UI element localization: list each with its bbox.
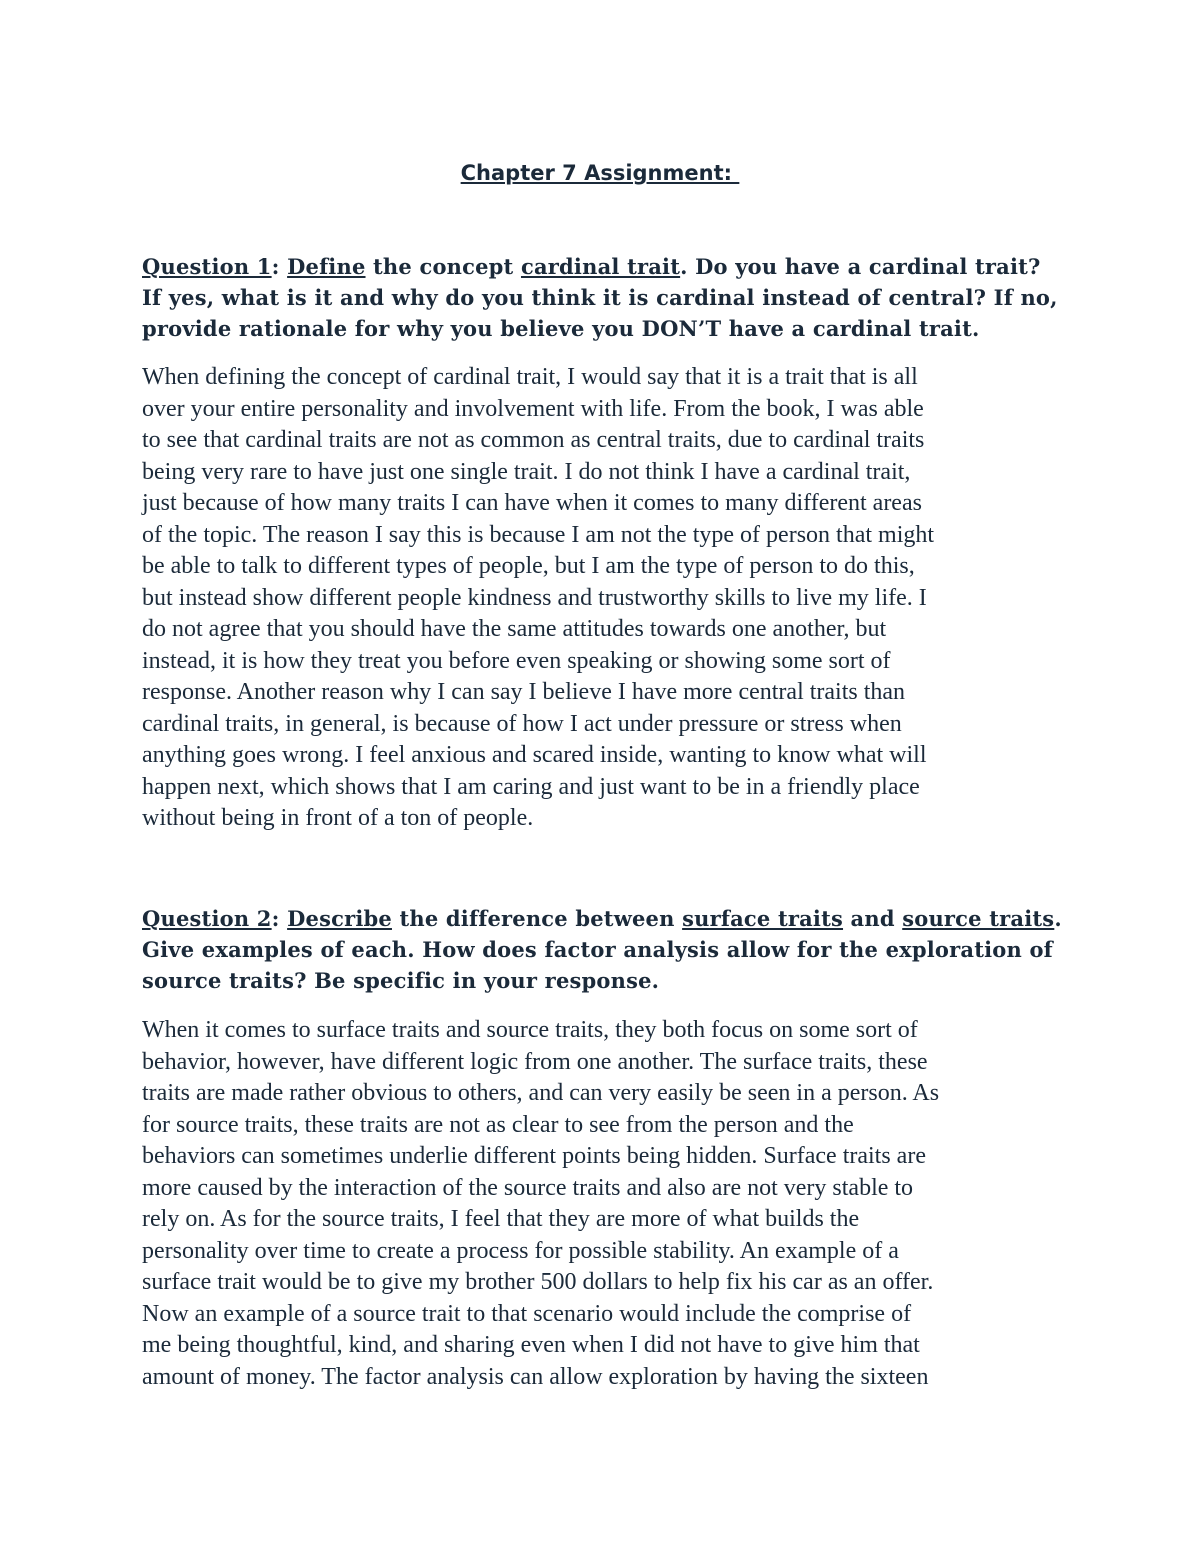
answer-line: rely on. As for the source traits, I feel that they are more of what builds the [142, 1206, 860, 1232]
answer-line: for source traits, these traits are not as clear to see from the person and the [142, 1111, 854, 1138]
answer-line: personality over time to create a process for possible stability. An example of a [142, 1237, 899, 1264]
question-1-term-cardinal-trait: cardinal trait [520, 254, 681, 279]
question-2-text-and: and [843, 906, 903, 931]
answer-line: to see that cardinal traits are not as common as central traits, due to cardinal traits [142, 427, 925, 453]
question-1-verb: Define [287, 254, 366, 279]
answer-line: anything goes wrong. I feel anxious and scared inside, wanting to know what will [142, 742, 927, 768]
answer-line: surface trait would be to give my brother 500 dollars to help fix his car as an offer. [142, 1269, 934, 1295]
answer-line: behavior, however, have different logic from one another. The surface traits, these [142, 1048, 928, 1075]
question-1-text-mid: the concept [365, 254, 521, 279]
answer-line: more caused by the interaction of the source traits and also are not very stable to [142, 1174, 914, 1201]
answer-line: be able to talk to different types of people, but I am the type of person to do this, [142, 553, 915, 579]
question-2-prompt [142, 903, 1067, 996]
question-1-answer [142, 362, 1067, 835]
answer-line: being very rare to have just one single trait. I do not think I have a cardinal trait, [142, 458, 911, 485]
question-1-label: Question 1 [142, 254, 272, 279]
question-1-colon: : [271, 254, 288, 279]
answer-line: me being thoughtful, kind, and sharing even when I did not have to give him that [142, 1332, 920, 1358]
answer-line: amount of money. The factor analysis can allow exploration by having the sixteen [142, 1363, 929, 1390]
question-2-colon: : [271, 906, 288, 931]
question-2-text-mid: the difference between [391, 906, 683, 931]
answer-line: When it comes to surface traits and source traits, they both focus on some sort of [142, 1017, 918, 1043]
answer-line: over your entire personality and involvement with life. From the book, I was able [142, 395, 924, 422]
answer-line: do not agree that you should have the same attitudes towards one another, but [142, 616, 887, 642]
question-2-label: Question 2 [142, 906, 272, 931]
question-2-text-rest: . Give examples of each. How does factor analysis allow for the exploration of source traits? Be specific in your response. [142, 906, 1062, 993]
answer-line: Now an example of a source trait to that scenario would include the comprise of [142, 1300, 912, 1327]
question-2-term-surface-traits: surface traits [682, 906, 844, 931]
answer-line: happen next, which shows that I am caring and just want to be in a friendly place [142, 773, 920, 800]
answer-line: but instead show different people kindness and trustworthy skills to live my life. I [142, 584, 927, 611]
answer-line: response. Another reason why I can say I believe I have more central traits than [142, 679, 906, 705]
question-2-answer [142, 1015, 1067, 1393]
answer-line: cardinal traits, in general, is because of how I act under pressure or stress when [142, 710, 902, 737]
question-1-prompt [142, 251, 1067, 344]
page-title: Chapter 7 Assignment: [460, 161, 740, 185]
question-2-verb: Describe [287, 906, 392, 931]
question-1-text-rest: . Do you have a cardinal trait? If yes, what is it and why do you think it is cardinal instead of central? If no, provide rationale for why you believe you DON’T have a cardinal trait. [142, 254, 1058, 341]
answer-line: without being in front of a ton of people. [142, 805, 534, 831]
answer-line: behaviors can sometimes underlie different points being hidden. Surface traits are [142, 1143, 926, 1169]
answer-line: just because of how many traits I can have when it comes to many different areas [142, 490, 922, 516]
answer-line: of the topic. The reason I say this is because I am not the type of person that might [142, 521, 935, 548]
answer-line: instead, it is how they treat you before even speaking or showing some sort of [142, 647, 891, 674]
answer-line: When defining the concept of cardinal trait, I would say that it is a trait that is all [142, 364, 918, 390]
question-2-term-source-traits: source traits [902, 906, 1055, 931]
answer-line: traits are made rather obvious to others, and can very easily be seen in a person. As [142, 1080, 940, 1106]
